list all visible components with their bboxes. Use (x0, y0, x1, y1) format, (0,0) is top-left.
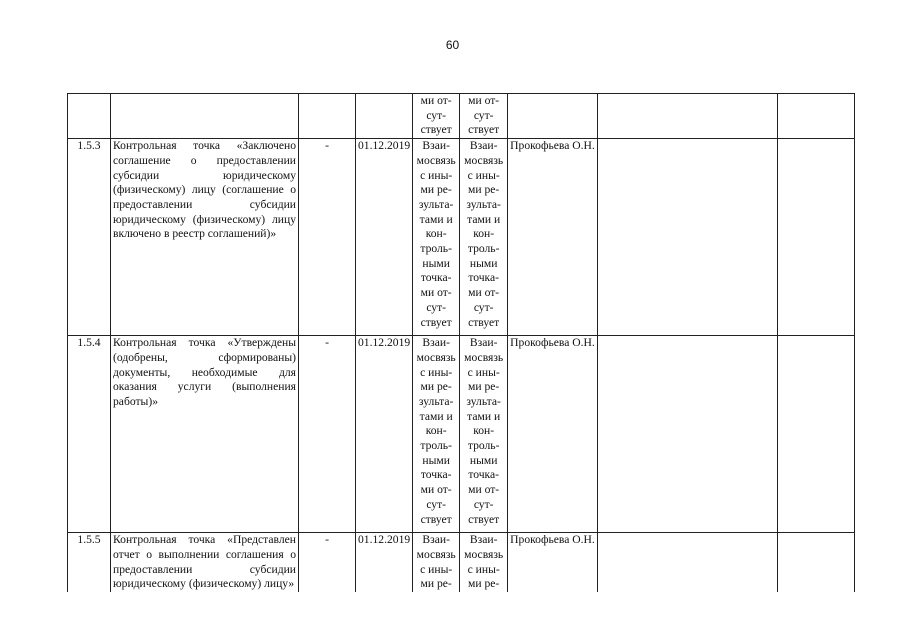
cell-relation-1 (413, 336, 460, 533)
cell-empty (598, 533, 778, 592)
cell-line: троль- (420, 439, 452, 453)
cell-line: ми от- (468, 94, 500, 107)
cell-responsible (508, 94, 598, 139)
cell-line: ными (469, 453, 498, 467)
cell-line: ми ре- (468, 380, 500, 394)
cell-line: сут- (426, 497, 447, 511)
cell-responsible: Прокофьева О.Н. (508, 139, 598, 336)
cell-relation-2 (460, 139, 508, 336)
cell-line: мосвязь (416, 153, 456, 167)
cell-dash: - (299, 139, 356, 336)
cell-line: ствует (420, 123, 452, 137)
cell-date: 01.12.2019 (356, 533, 413, 592)
cell-empty (778, 139, 855, 336)
cell-empty (778, 94, 855, 139)
cell-line: троль- (420, 242, 452, 256)
cell-text: Контрольная точка «Представлен отчет о выполнении соглашения о предоставлении субсидии юридическому (физическому) лицу» (111, 533, 299, 592)
cell-line: тами и (419, 212, 453, 226)
cell-line: ми от- (468, 286, 500, 300)
table-row (68, 336, 855, 533)
cell-line: ными (469, 256, 498, 270)
cell-line: ми от- (420, 94, 452, 107)
cell-line: тами и (419, 409, 453, 423)
cell-line: точка- (468, 271, 500, 285)
cell-relation-1 (413, 533, 460, 592)
cell-relation-1 (413, 139, 460, 336)
cell-line: ствует (468, 315, 500, 329)
cell-line: сут- (473, 108, 494, 122)
cell-line: ными (422, 453, 450, 467)
cell-line: Взаи- (469, 533, 498, 547)
cell-text (111, 94, 299, 139)
cell-responsible: Прокофьева О.Н. (508, 336, 598, 533)
table-row (68, 533, 855, 592)
cell-line: мосвязь (416, 547, 456, 561)
cell-responsible: Прокофьева О.Н. (508, 533, 598, 592)
cell-line: кон- (473, 227, 495, 241)
cell-line: сут- (426, 108, 447, 122)
cell-line: тами и (467, 409, 501, 423)
cell-line: зульта- (466, 394, 501, 408)
cell-line: мосвязь (464, 350, 504, 364)
cell-line: зульта- (418, 394, 454, 408)
cell-empty (598, 94, 778, 139)
cell-line: Взаи- (422, 336, 450, 350)
cell-relation-2 (460, 336, 508, 533)
cell-empty (598, 336, 778, 533)
page-number: 60 (445, 38, 460, 52)
cell-line: ми от- (420, 286, 452, 300)
cell-line: кон- (473, 424, 495, 438)
cell-num (68, 94, 111, 139)
cell-line: с ины- (420, 168, 453, 182)
cell-relation-2 (460, 94, 508, 139)
cell-text: Контрольная точка «Утверждены (одобрены, сформированы) документы, необходимые для оказания услуги (выполнения работы)» (111, 336, 299, 533)
cell-date: 01.12.2019 (356, 336, 413, 533)
cell-line: ми ре- (468, 577, 500, 591)
cell-line: зульта- (418, 197, 454, 211)
cell-num: 1.5.5 (68, 533, 111, 592)
cell-dash: - (299, 533, 356, 592)
cell-line: с ины- (420, 562, 453, 576)
cell-line: ми ре- (420, 380, 452, 394)
cell-date: 01.12.2019 (356, 139, 413, 336)
cell-dash: - (299, 336, 356, 533)
cell-text: Контрольная точка «Заключено соглашение о предоставлении субсидии юридическому (физическому) лицу (соглашение о предоставлении субсидии юридическому (физическому) лицу включено в реестр соглашений)» (111, 139, 299, 336)
cell-line: точка- (420, 468, 452, 482)
cell-empty (778, 336, 855, 533)
cell-relation-1 (413, 94, 460, 139)
cell-line: с ины- (467, 168, 500, 182)
cell-line: ными (422, 256, 450, 270)
cell-empty (598, 139, 778, 336)
cell-line: сут- (473, 497, 494, 511)
cell-date (356, 94, 413, 139)
cell-line: сут- (473, 300, 494, 314)
control-points-table (67, 93, 855, 592)
cell-line: кон- (425, 227, 447, 241)
cell-line: точка- (420, 271, 452, 285)
cell-line: ми от- (420, 483, 452, 497)
cell-line: мосвязь (464, 547, 504, 561)
cell-line: с ины- (467, 562, 500, 576)
cell-relation-2 (460, 533, 508, 592)
cell-line: ми от- (468, 483, 500, 497)
cell-line: точка- (468, 468, 500, 482)
cell-line: троль- (467, 439, 500, 453)
cell-line: ствует (468, 512, 500, 526)
cell-line: Взаи- (422, 533, 450, 547)
cell-line: сут- (426, 300, 447, 314)
cell-line: троль- (467, 242, 500, 256)
cell-line: ми ре- (420, 183, 452, 197)
cell-line: мосвязь (416, 350, 456, 364)
cell-line: Взаи- (469, 336, 498, 350)
cell-empty (778, 533, 855, 592)
cell-line: Взаи- (422, 139, 450, 153)
table-row-continued (68, 94, 855, 139)
cell-dash (299, 94, 356, 139)
cell-line: с ины- (467, 365, 500, 379)
cell-num: 1.5.4 (68, 336, 111, 533)
cell-line: Взаи- (469, 139, 498, 153)
table-row (68, 139, 855, 336)
cell-line: ми ре- (420, 577, 452, 591)
cell-line: ми ре- (468, 183, 500, 197)
cell-line: мосвязь (464, 153, 504, 167)
cell-line: с ины- (420, 365, 453, 379)
cell-num: 1.5.3 (68, 139, 111, 336)
cell-line: зульта- (466, 197, 501, 211)
cell-line: тами и (467, 212, 501, 226)
cell-line: ствует (420, 315, 452, 329)
cell-line: ствует (468, 123, 500, 137)
cell-line: кон- (425, 424, 447, 438)
cell-line: ствует (420, 512, 452, 526)
